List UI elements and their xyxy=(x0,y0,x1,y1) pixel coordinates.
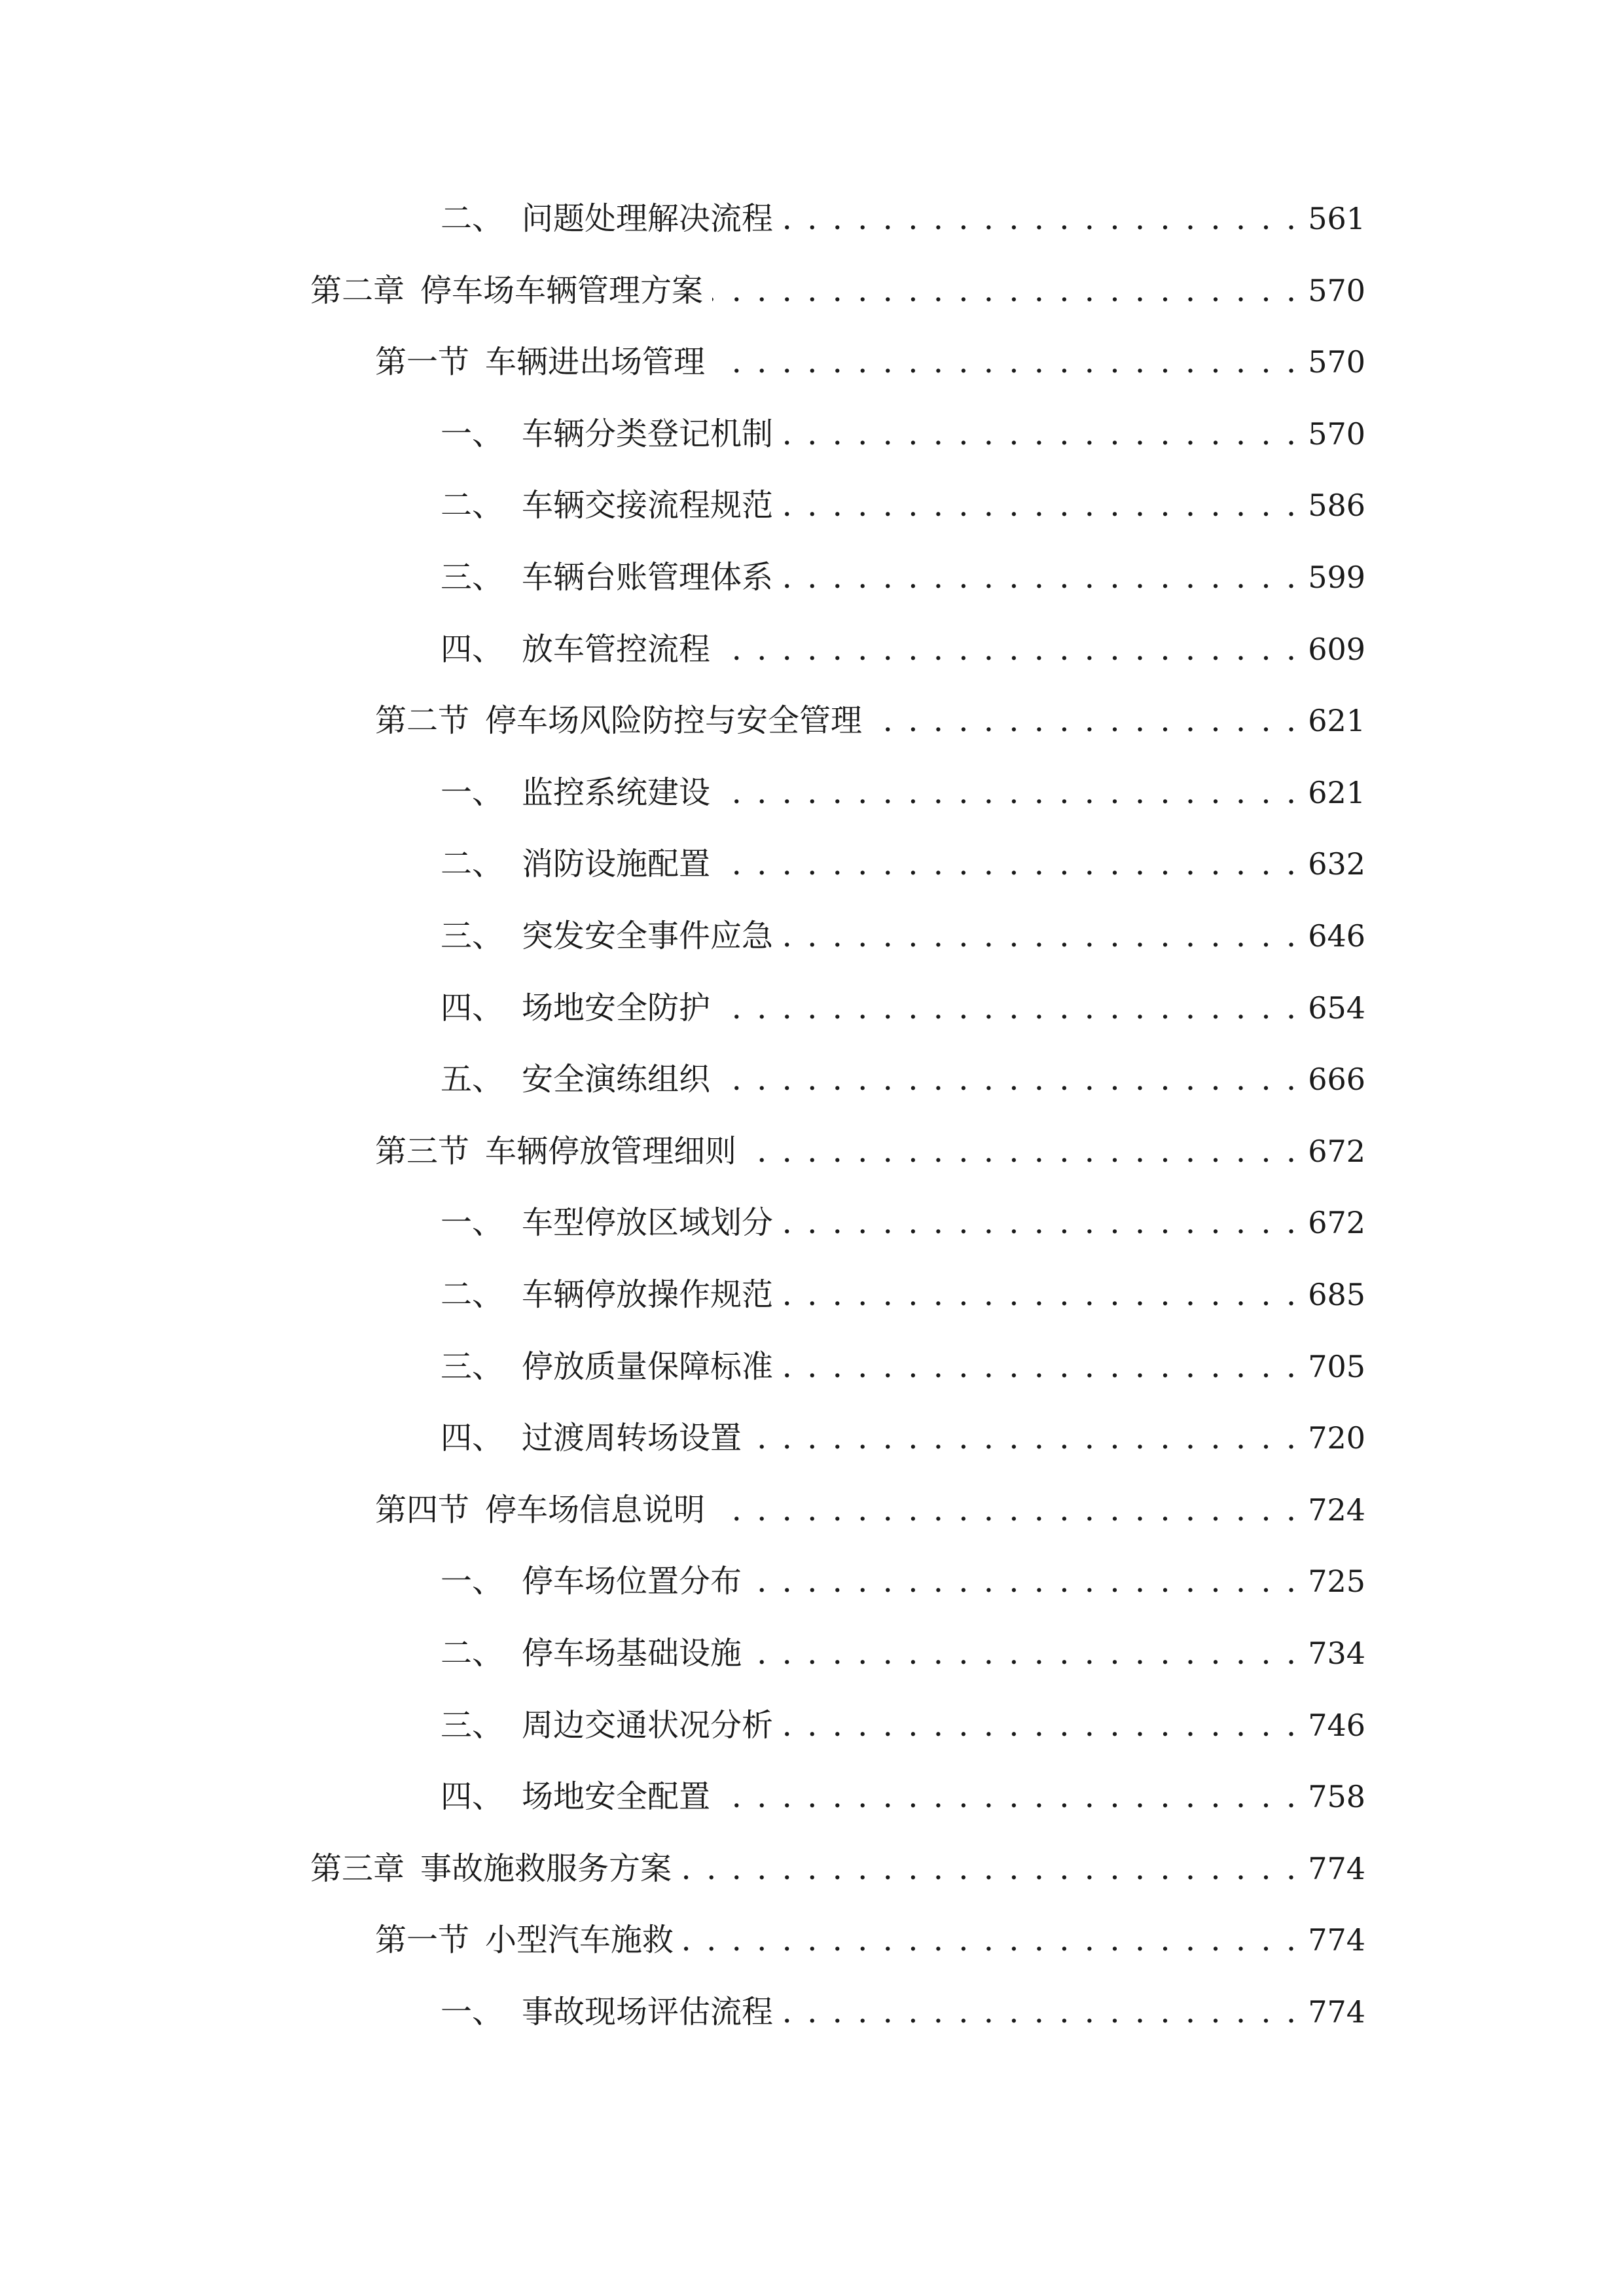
toc-entry-title: 消防设施配置 xyxy=(522,846,711,883)
toc-entry-title: 车辆交接流程规范 xyxy=(522,487,774,524)
toc-entry-page: 599 xyxy=(1308,560,1365,595)
toc-entry-number: 四、 xyxy=(441,1420,504,1457)
toc-entry[interactable] xyxy=(441,1196,1365,1249)
toc-entry-title: 车辆分类登记机制 xyxy=(522,415,774,452)
toc-entry[interactable] xyxy=(441,1412,1365,1464)
toc-entry[interactable] xyxy=(375,1914,1365,1966)
dot-leader xyxy=(782,551,1299,603)
toc-entry-page: 586 xyxy=(1308,488,1365,524)
toc-entry-page: 632 xyxy=(1308,846,1365,882)
toc-entry-title: 突发安全事件应急 xyxy=(522,918,774,954)
toc-entry[interactable] xyxy=(441,1268,1365,1321)
dot-leader xyxy=(871,694,1299,747)
dot-leader xyxy=(714,1484,1299,1536)
toc-entry-title: 监控系统建设 xyxy=(522,774,711,811)
toc-entry[interactable] xyxy=(441,1340,1365,1393)
toc-entry-title: 小型汽车施救 xyxy=(485,1922,674,1959)
toc-entry-page: 724 xyxy=(1308,1492,1365,1528)
toc-entry-title: 车辆停放管理细则 xyxy=(485,1132,737,1170)
toc-entry-title: 停车场风险防控与安全管理 xyxy=(485,702,863,740)
toc-entry[interactable] xyxy=(441,1627,1365,1679)
toc-entry-title: 问题处理解决流程 xyxy=(522,200,774,237)
dot-leader xyxy=(782,1196,1299,1249)
toc-entry-page: 561 xyxy=(1308,201,1365,236)
dot-leader xyxy=(751,1555,1299,1607)
toc-entry-title: 停车场基础设施 xyxy=(522,1635,742,1672)
toc-entry-number: 一、 xyxy=(441,774,504,811)
toc-entry-page: 746 xyxy=(1308,1707,1365,1743)
dot-leader xyxy=(782,1268,1299,1321)
toc-entry-page: 621 xyxy=(1308,774,1365,810)
toc-entry[interactable] xyxy=(375,694,1365,747)
dot-leader xyxy=(782,1699,1299,1751)
dot-leader xyxy=(746,1125,1299,1177)
dot-leader xyxy=(782,192,1299,245)
toc-entry-number: 四、 xyxy=(441,630,504,668)
toc-entry-title: 过渡周转场设置 xyxy=(522,1420,742,1457)
dot-leader xyxy=(719,623,1299,675)
toc-entry-number: 三、 xyxy=(441,1706,504,1744)
toc-entry-page: 672 xyxy=(1308,1133,1365,1169)
toc-entry-number: 第一节 xyxy=(375,344,470,381)
toc-entry-title: 车辆停放操作规范 xyxy=(522,1276,774,1313)
toc-entry-title: 周边交通状况分析 xyxy=(522,1706,774,1744)
toc-entry-number: 一、 xyxy=(441,1563,504,1600)
toc-entry[interactable] xyxy=(375,336,1365,388)
dot-leader xyxy=(751,1412,1299,1464)
toc-entry-number: 二、 xyxy=(441,1276,504,1313)
toc-entry-page: 609 xyxy=(1308,631,1365,667)
toc-entry-page: 654 xyxy=(1308,990,1365,1026)
dot-leader xyxy=(782,408,1299,460)
dot-leader xyxy=(719,982,1299,1034)
toc-entry-number: 二、 xyxy=(441,200,504,237)
dot-leader xyxy=(782,1986,1299,2038)
toc-entry[interactable] xyxy=(310,264,1365,317)
dot-leader xyxy=(683,1914,1299,1966)
toc-entry-page: 666 xyxy=(1308,1062,1365,1098)
toc-entry[interactable] xyxy=(441,838,1365,890)
toc-entry-page: 621 xyxy=(1308,703,1365,739)
toc-entry[interactable] xyxy=(375,1125,1365,1177)
toc-entry[interactable] xyxy=(441,551,1365,603)
dot-leader xyxy=(714,336,1299,388)
dot-leader xyxy=(719,1770,1299,1823)
toc-entry-number: 第一节 xyxy=(375,1922,470,1959)
toc-entry[interactable] xyxy=(441,1555,1365,1607)
toc-entry-title: 停车场信息说明 xyxy=(485,1491,706,1528)
dot-leader xyxy=(719,1053,1299,1105)
toc-entry-title: 车辆台账管理体系 xyxy=(522,559,774,596)
dot-leader xyxy=(751,1627,1299,1679)
toc-entry[interactable] xyxy=(375,1484,1365,1536)
dot-leader xyxy=(712,264,1299,317)
toc-entry-page: 774 xyxy=(1308,1994,1365,2030)
toc-entry-page: 646 xyxy=(1308,918,1365,954)
toc-entry-number: 第三章 xyxy=(310,1850,405,1887)
dot-leader xyxy=(719,838,1299,890)
toc-entry[interactable] xyxy=(441,479,1365,531)
toc-entry-number: 三、 xyxy=(441,918,504,954)
toc-entry-number: 一、 xyxy=(441,1994,504,2030)
toc-entry[interactable] xyxy=(441,408,1365,460)
toc-entry[interactable] xyxy=(310,1842,1365,1895)
toc-entry-number: 一、 xyxy=(441,1204,504,1242)
dot-leader xyxy=(719,766,1299,819)
toc-entry[interactable] xyxy=(441,192,1365,245)
toc-entry-number: 二、 xyxy=(441,487,504,524)
toc-entry[interactable] xyxy=(441,982,1365,1034)
toc-entry-page: 734 xyxy=(1308,1636,1365,1671)
toc-entry-number: 第二章 xyxy=(310,272,405,309)
toc-entry-page: 685 xyxy=(1308,1277,1365,1312)
dot-leader xyxy=(782,910,1299,962)
toc-entry-page: 720 xyxy=(1308,1420,1365,1456)
toc-entry-page: 725 xyxy=(1308,1564,1365,1600)
toc-entry-page: 758 xyxy=(1308,1779,1365,1815)
toc-entry-page: 672 xyxy=(1308,1205,1365,1241)
toc-entry[interactable] xyxy=(441,1053,1365,1105)
toc-entry-number: 三、 xyxy=(441,559,504,596)
toc-entry-title: 事故施救服务方案 xyxy=(420,1850,672,1887)
toc-entry[interactable] xyxy=(441,910,1365,962)
toc-entry-number: 四、 xyxy=(441,1778,504,1816)
toc-entry-number: 三、 xyxy=(441,1348,504,1385)
toc-entry-number: 二、 xyxy=(441,846,504,883)
toc-entry-number: 四、 xyxy=(441,989,504,1026)
toc-entry[interactable] xyxy=(441,623,1365,675)
toc-entry-title: 车型停放区域划分 xyxy=(522,1204,774,1242)
toc-entry-number: 第三节 xyxy=(375,1132,470,1170)
toc-entry-page: 570 xyxy=(1308,416,1365,452)
toc-entry[interactable] xyxy=(441,1770,1365,1823)
toc-entry-number: 二、 xyxy=(441,1635,504,1672)
toc-entry[interactable] xyxy=(441,766,1365,819)
toc-entry-title: 车辆进出场管理 xyxy=(485,344,706,381)
dot-leader xyxy=(782,479,1299,531)
toc-entry[interactable] xyxy=(441,1986,1365,2038)
toc-entry-title: 安全演练组织 xyxy=(522,1061,711,1098)
toc-entry-title: 停放质量保障标准 xyxy=(522,1348,774,1385)
toc-entry-page: 774 xyxy=(1308,1850,1365,1886)
dot-leader xyxy=(782,1340,1299,1393)
toc-entry-title: 停车场位置分布 xyxy=(522,1563,742,1600)
toc-entry-page: 705 xyxy=(1308,1348,1365,1384)
toc-entry-title: 放车管控流程 xyxy=(522,630,711,668)
toc-entry-number: 第二节 xyxy=(375,702,470,740)
toc-entry-number: 五、 xyxy=(441,1061,504,1098)
toc-entry-page: 570 xyxy=(1308,272,1365,308)
toc-entry-page: 774 xyxy=(1308,1922,1365,1958)
toc-entry-title: 场地安全防护 xyxy=(522,989,711,1026)
toc-entry-number: 第四节 xyxy=(375,1491,470,1528)
toc-entry-number: 一、 xyxy=(441,415,504,452)
toc-entry[interactable] xyxy=(441,1699,1365,1751)
dot-leader xyxy=(681,1842,1299,1895)
toc-entry-page: 570 xyxy=(1308,344,1365,380)
toc-entry-title: 事故现场评估流程 xyxy=(522,1994,774,2030)
toc-entry-title: 场地安全配置 xyxy=(522,1778,711,1816)
toc-entry-title: 停车场车辆管理方案 xyxy=(420,272,704,309)
